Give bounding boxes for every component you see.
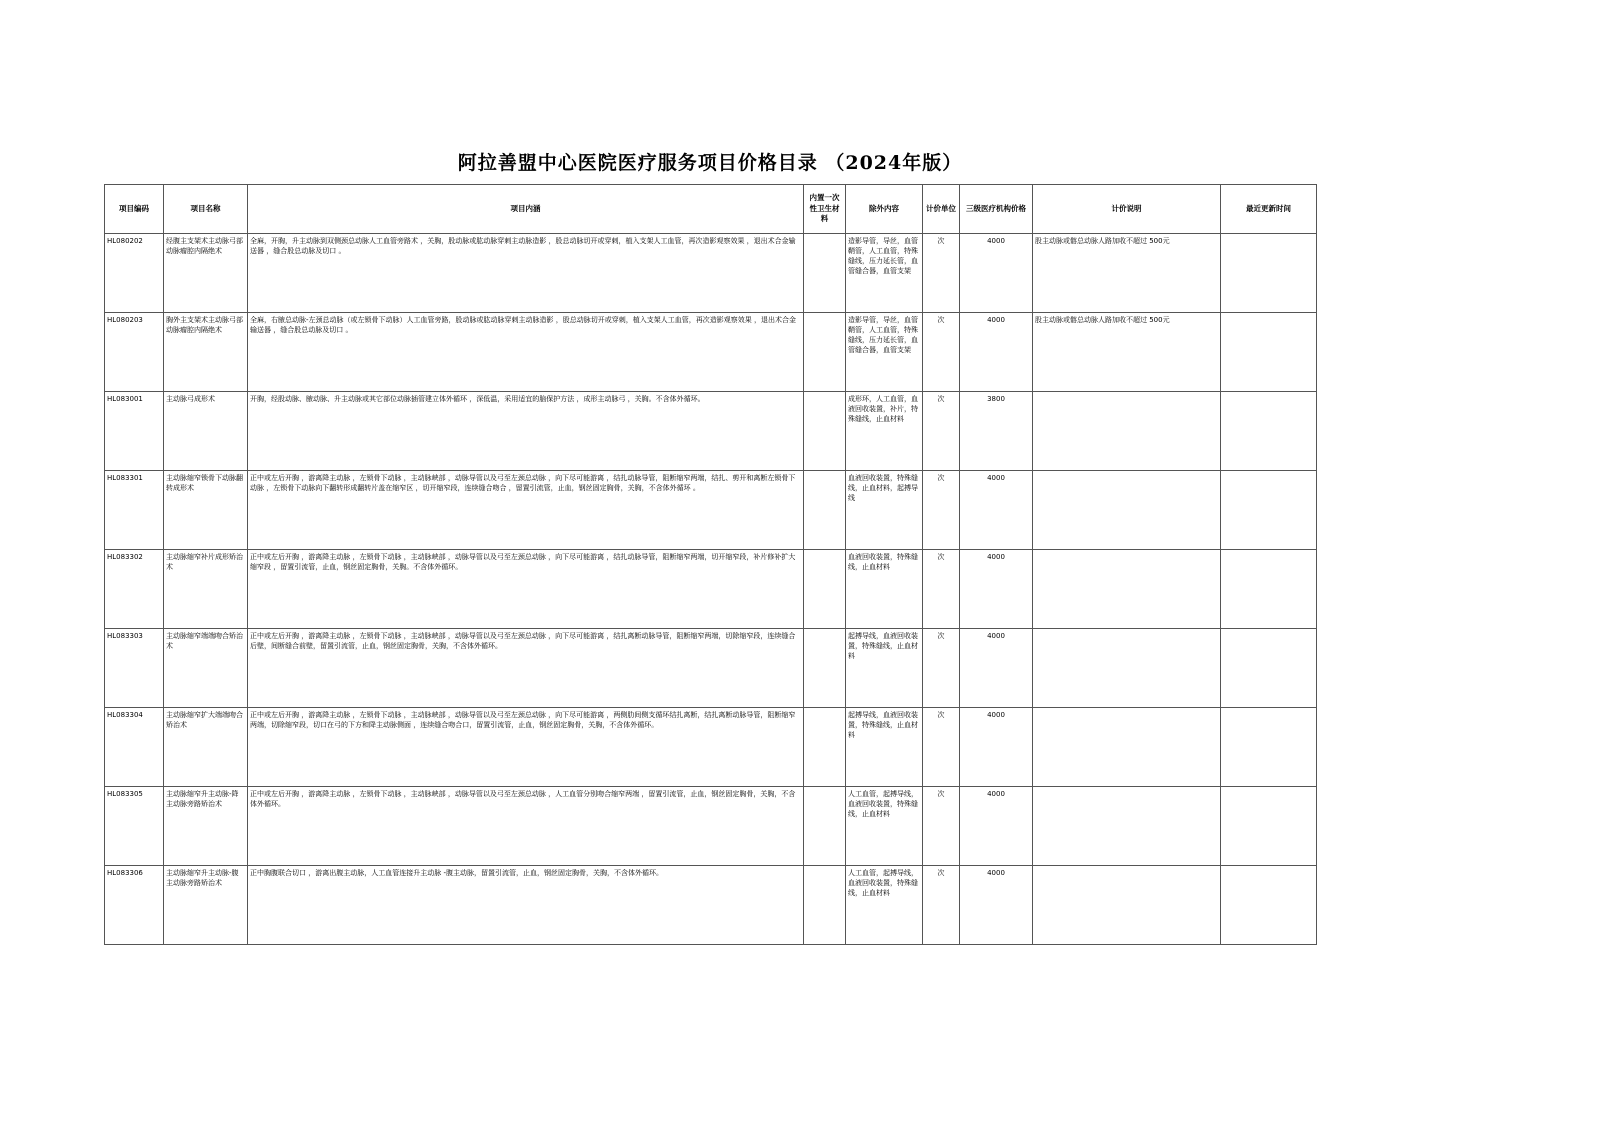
- item-name: 主动脉缩窄升主动脉-降主动脉旁路矫治术: [164, 787, 248, 866]
- table-row: [105, 629, 1317, 708]
- last-updated: [1221, 234, 1317, 313]
- pricing-unit: 次: [923, 392, 960, 471]
- price: 3800: [960, 392, 1033, 471]
- pricing-unit: 次: [923, 313, 960, 392]
- disposable-materials: [804, 629, 846, 708]
- price: 4000: [960, 313, 1033, 392]
- last-updated: [1221, 550, 1317, 629]
- item-code: HL083301: [105, 471, 164, 550]
- price: 4000: [960, 787, 1033, 866]
- pricing-unit: 次: [923, 471, 960, 550]
- last-updated: [1221, 787, 1317, 866]
- column-header: 计价单位: [923, 185, 960, 234]
- excluded-items: 起搏导线，血液回收装置，特殊缝线，止血材料: [846, 629, 923, 708]
- table-row: [105, 550, 1317, 629]
- item-code: HL080202: [105, 234, 164, 313]
- disposable-materials: [804, 787, 846, 866]
- pricing-unit: 次: [923, 866, 960, 945]
- column-header: 项目名称: [164, 185, 248, 234]
- item-code: HL083306: [105, 866, 164, 945]
- item-content: 正中或左后开胸 ，游离降主动脉 ，左锁骨下动脉 ，主动脉峡部 ，动脉导管以及弓至左颈总动脉 ，人工血管分别吻合缩窄两端 ，留置引流管，止血，钢丝固定胸骨，关胸，不含体外循环。: [248, 787, 804, 866]
- disposable-materials: [804, 708, 846, 787]
- disposable-materials: [804, 392, 846, 471]
- item-code: HL083305: [105, 787, 164, 866]
- disposable-materials: [804, 234, 846, 313]
- last-updated: [1221, 866, 1317, 945]
- item-name: 经腹主支架术主动脉弓部动脉瘤腔内隔绝术: [164, 234, 248, 313]
- table-row: [105, 234, 1317, 313]
- item-code: HL083001: [105, 392, 164, 471]
- item-code: HL080203: [105, 313, 164, 392]
- item-name: 主动脉缩窄端端吻合矫治术: [164, 629, 248, 708]
- excluded-items: 血液回收装置，特殊缝线，止血材料: [846, 550, 923, 629]
- pricing-note: [1033, 787, 1221, 866]
- pricing-note: [1033, 708, 1221, 787]
- last-updated: [1221, 629, 1317, 708]
- pricing-unit: 次: [923, 234, 960, 313]
- table-row: [105, 392, 1317, 471]
- table-row: [105, 313, 1317, 392]
- price: 4000: [960, 629, 1033, 708]
- price-table: [104, 184, 1317, 945]
- column-header: 项目内涵: [248, 185, 804, 234]
- document-title: 阿拉善盟中心医院医疗服务项目价格目录 （2024年版）: [457, 152, 963, 174]
- item-name: 主动脉缩窄锁骨下动脉翻转成形术: [164, 471, 248, 550]
- disposable-materials: [804, 313, 846, 392]
- pricing-unit: 次: [923, 629, 960, 708]
- excluded-items: 血液回收装置，特殊缝线，止血材料，起搏导线: [846, 471, 923, 550]
- column-header: 计价说明: [1033, 185, 1221, 234]
- column-header: 除外内容: [846, 185, 923, 234]
- price: 4000: [960, 866, 1033, 945]
- excluded-items: 起搏导线，血液回收装置，特殊缝线，止血材料: [846, 708, 923, 787]
- item-content: 全麻，右腋总动脉-左颈总动脉（或左锁骨下动脉）人工血管旁路，股动脉或肱动脉穿刺主动脉造影 ，股总动脉切开或穿刺，植入支架人工血管，再次造影观察效果 ，退出术合金输送器 ，缝合股总动脉及切口 。: [248, 313, 804, 392]
- pricing-note: [1033, 629, 1221, 708]
- item-content: 正中或左后开胸 ，游离降主动脉 ，左锁骨下动脉 ，主动脉峡部 ，动脉导管以及弓至左颈总动脉 ，向下尽可能游离 ，结扎离断动脉导管，阻断缩窄两端，切除缩窄段，连续缝合后壁，间断缝合前壁，留置引流管，止血，钢丝固定胸骨，关胸，不含体外循环。: [248, 629, 804, 708]
- price: 4000: [960, 708, 1033, 787]
- excluded-items: 造影导管，导丝，血管鞘管，人工血管，特殊缝线，压力延长管，血管缝合器，血管支架: [846, 313, 923, 392]
- pricing-note: [1033, 866, 1221, 945]
- item-content: 正中或左后开胸 ，游离降主动脉 ，左锁骨下动脉 ，主动脉峡部 ，动脉导管以及弓至左颈总动脉 ，向下尽可能游离 ，结扎动脉导管，阻断缩窄两端，切开缩窄段，补片修补扩大缩窄段 ，留置引流管，止血，钢丝固定胸骨，关胸。不含体外循环。: [248, 550, 804, 629]
- column-header: 内置一次性卫生材料: [804, 185, 846, 234]
- pricing-note: 股主动脉或髂总动脉人路加收不超过 500元: [1033, 234, 1221, 313]
- excluded-items: 成形环，人工血管，血液回收装置，补片，特殊缝线，止血材料: [846, 392, 923, 471]
- last-updated: [1221, 313, 1317, 392]
- pricing-unit: 次: [923, 708, 960, 787]
- price: 4000: [960, 550, 1033, 629]
- pricing-unit: 次: [923, 550, 960, 629]
- item-name: 主动脉缩窄扩大端端吻合矫治术: [164, 708, 248, 787]
- column-header: 最近更新时间: [1221, 185, 1317, 234]
- last-updated: [1221, 471, 1317, 550]
- excluded-items: 造影导管，导丝，血管鞘管，人工血管，特殊缝线，压力延长管，血管缝合器，血管支架: [846, 234, 923, 313]
- disposable-materials: [804, 550, 846, 629]
- price: 4000: [960, 471, 1033, 550]
- item-content: 正中或左后开胸 ，游离降主动脉 ，左锁骨下动脉 ，主动脉峡部 ，动脉导管以及弓至左颈总动脉 ，向下尽可能游离 ，两侧肋间侧支循环结扎离断，结扎离断动脉导管，阻断缩窄两端，切除缩窄段，切口在弓的下方和降主动脉侧面 ，连续缝合吻合口，留置引流管，止血，钢丝固定胸骨，关胸，不含体外循环。: [248, 708, 804, 787]
- item-name: 胸外主支架术主动脉弓部动脉瘤腔内隔绝术: [164, 313, 248, 392]
- item-content: 正中或左后开胸 ，游离降主动脉 ，左锁骨下动脉 ，主动脉峡部 ，动脉导管以及弓至左颈总动脉 ，向下尽可能游离 ，结扎动脉导管，阻断缩窄两端，结扎、剪开和离断左锁骨下动脉 ，左锁骨下动脉向下翻转形成翻转片盖在缩窄区 ，切开缩窄段，连续缝合吻合 ，留置引流管，止血，钢丝固定胸骨，关胸，不含体外循环 。: [248, 471, 804, 550]
- table-row: [105, 708, 1317, 787]
- item-name: 主动脉缩窄补片成形矫治术: [164, 550, 248, 629]
- price: 4000: [960, 234, 1033, 313]
- item-code: HL083303: [105, 629, 164, 708]
- disposable-materials: [804, 471, 846, 550]
- last-updated: [1221, 708, 1317, 787]
- last-updated: [1221, 392, 1317, 471]
- item-code: HL083302: [105, 550, 164, 629]
- item-content: 开胸，经股动脉、腋动脉、升主动脉或其它部位动脉插管建立体外循环 ，深低温，采用适宜的脑保护方法 ，成形主动脉弓 ，关胸。不含体外循环。: [248, 392, 804, 471]
- pricing-unit: 次: [923, 787, 960, 866]
- item-content: 正中胸腹联合切口 ，游离出腹主动脉，人工血管连接升主动脉 -腹主动脉，留置引流管，止血，钢丝固定胸骨，关胸，不含体外循环。: [248, 866, 804, 945]
- table-row: [105, 471, 1317, 550]
- item-code: HL083304: [105, 708, 164, 787]
- excluded-items: 人工血管，起搏导线，血液回收装置，特殊缝线，止血材料: [846, 787, 923, 866]
- pricing-note: [1033, 550, 1221, 629]
- item-content: 全麻，开胸，升主动脉到双侧颈总动脉人工血管旁路术 ，关胸，股动脉或肱动脉穿刺主动脉造影 ，股总动脉切开或穿刺，植入支架人工血管，再次造影观察效果 ，退出术合金输送器 ，缝合股总动脉及切口 。: [248, 234, 804, 313]
- excluded-items: 人工血管，起搏导线，血液回收装置，特殊缝线，止血材料: [846, 866, 923, 945]
- item-name: 主动脉缩窄升主动脉-腹主动脉旁路矫治术: [164, 866, 248, 945]
- table-row: [105, 866, 1317, 945]
- column-header: 三级医疗机构价格: [960, 185, 1033, 234]
- table-header-row: [105, 185, 1317, 234]
- table-row: [105, 787, 1317, 866]
- pricing-note: [1033, 471, 1221, 550]
- pricing-note: [1033, 392, 1221, 471]
- item-name: 主动脉弓成形术: [164, 392, 248, 471]
- disposable-materials: [804, 866, 846, 945]
- pricing-note: 股主动脉或髂总动脉人路加收不超过 500元: [1033, 313, 1221, 392]
- column-header: 项目编码: [105, 185, 164, 234]
